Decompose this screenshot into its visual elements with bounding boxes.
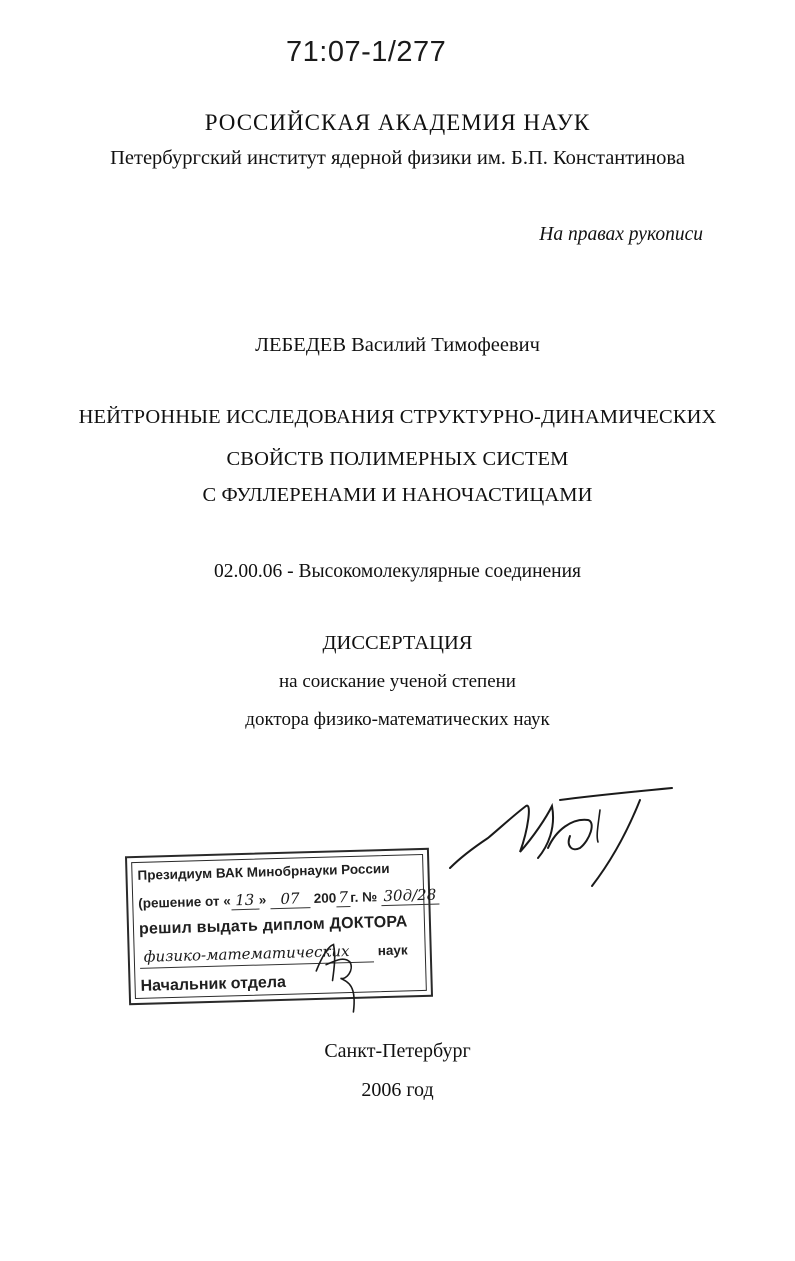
stamp-line-head: Начальник отдела [140,973,287,995]
year: 2006 год [361,1079,434,1101]
stamp-year-prefix: 200 [313,890,337,907]
stamp-year-digit: 7 [336,888,351,907]
rights-note: На правах рукописи [539,224,703,245]
thesis-title-line-1: НЕЙТРОННЫЕ ИССЛЕДОВАНИЯ СТРУКТУРНО-ДИНАМИЧЕСКИХ [78,406,717,428]
stamp-line-diploma: решил выдать диплом ДОКТОРА [138,913,408,938]
specialty-code: 02.00.06 - Высокомолекулярные соединения [213,561,582,582]
stamp-day: 13 [231,891,260,911]
city: Санкт-Петербург [324,1040,471,1062]
stamp-month: 07 [270,889,311,909]
stamp-sep: » [258,892,267,908]
stamp-line-presidium: Президиум ВАК Минобрнауки России [137,860,390,883]
stamp-decision-number: 30д/28 [381,886,440,907]
catalog-number: 71:07-1/277 [286,36,447,68]
academy-name: РОССИЙСКАЯ АКАДЕМИЯ НАУК [204,110,591,135]
degree-line-1: на соискание ученой степени [279,671,516,692]
signature-stamp [127,850,431,1003]
thesis-title-line-3: С ФУЛЛЕРЕНАМИ И НАНОЧАСТИЦАМИ [202,484,593,506]
author-name: ЛЕБЕДЕВ Василий Тимофеевич [255,334,540,356]
stamp-field-handwritten: физико-математических [143,942,350,966]
stamp-decision-prefix: (решение от « [138,893,231,911]
thesis-title-line-2: СВОЙСТВ ПОЛИМЕРНЫХ СИСТЕМ [226,448,569,470]
stamp-field-suffix: наук [377,942,408,959]
document-type: ДИССЕРТАЦИЯ [322,632,473,654]
institute-name: Петербургский институт ядерной физики им. Б.П. Константинова [110,147,685,169]
stamp-year-suffix: г. № [350,889,378,905]
degree-line-2: доктора физико-математических наук [245,709,550,730]
vak-stamp [125,848,437,1005]
